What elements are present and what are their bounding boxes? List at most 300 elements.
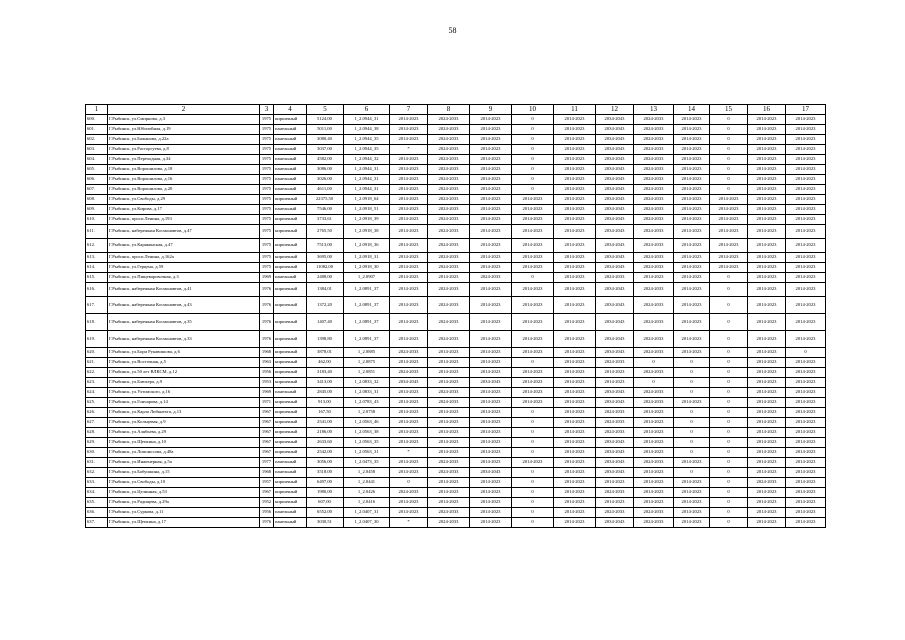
table-cell-col-1: 627. — [86, 418, 108, 428]
table-row — [86, 478, 826, 488]
table-row — [86, 378, 826, 388]
table-cell-col-1: 637. — [86, 518, 108, 528]
table-cell-col-6: 1_2.0458 — [344, 468, 390, 478]
table-cell-col-1: 603. — [86, 145, 108, 155]
table-cell-col-6: 1_2.0563_38 — [344, 428, 390, 438]
table-cell-col-10: 2014-2023 — [512, 253, 554, 263]
table-cell-col-11: 2014-2023 — [554, 468, 596, 478]
table-cell-col-8: 2014-2023 — [428, 273, 470, 283]
table-cell-col-3: 1963 — [260, 358, 274, 368]
table-cell-col-12: 2024-2033 — [596, 358, 634, 368]
table-cell-col-10: 0 — [512, 175, 554, 185]
table-row — [86, 518, 826, 528]
table-cell-col-9: 2014-2023 — [470, 253, 512, 263]
table-cell-col-1: 604. — [86, 155, 108, 165]
table-row — [86, 185, 826, 195]
table-cell-col-9: 2014-2023 — [470, 518, 512, 528]
table-cell-col-9: 2014-2023 — [470, 314, 512, 331]
table-cell-col-14: 2014-2023 — [674, 348, 710, 358]
table-cell-col-8: 2024-2033 — [428, 215, 470, 225]
table-cell-col-4: кирпичный — [274, 398, 307, 408]
table-cell-col-5: 5124,00 — [307, 115, 344, 125]
table-cell-col-13: 2024-2033 — [634, 518, 674, 528]
table-cell-col-11: 2014-2023 — [554, 448, 596, 458]
table-cell-col-5: 1980,00 — [307, 488, 344, 498]
table-cell-col-8: 2024-2033 — [428, 508, 470, 518]
table-row — [86, 398, 826, 408]
table-cell-col-10: 0 — [512, 145, 554, 155]
table-cell-col-2: Г.Рыбинск, ул.Юбилейная, д.19 — [108, 125, 260, 135]
table-cell-col-17: 2014-2023 — [786, 498, 826, 508]
table-cell-col-3: 1952 — [260, 498, 274, 508]
table-cell-col-2: Г.Рыбинск, ул.Радищева, д.29а — [108, 498, 260, 508]
table-cell-col-6: 1_2.0891_37 — [344, 283, 390, 297]
table-cell-col-8: 2024-2033 — [428, 155, 470, 165]
table-cell-col-4: кирпичный — [274, 263, 307, 273]
table-row — [86, 239, 826, 253]
table-cell-col-5: 3413,00 — [307, 378, 344, 388]
table-cell-col-11: 2014-2023 — [554, 348, 596, 358]
table-cell-col-14: 2014-2023 — [674, 215, 710, 225]
table-cell-col-15: 0 — [710, 125, 748, 135]
table-cell-col-14: 2014-2023 — [674, 508, 710, 518]
table-cell-col-12: 2014-2023 — [596, 498, 634, 508]
table-cell-col-9: 2014-2023 — [470, 348, 512, 358]
table-cell-col-7: 2024-2033 — [390, 348, 428, 358]
table-cell-col-16: 2024-2033 — [748, 478, 786, 488]
table-cell-col-3: 1968 — [260, 348, 274, 358]
table-cell-col-14: 2014-2023 — [674, 488, 710, 498]
table-cell-col-12: 2034-2043 — [596, 205, 634, 215]
table-cell-col-6: 1_2.0944_31 — [344, 115, 390, 125]
table-cell-col-6: 1_2.0918_64 — [344, 195, 390, 205]
table-cell-col-2: Г.Рыбинск, ул.Блюхера, д.9 — [108, 378, 260, 388]
table-cell-col-14: 2014-2023 — [674, 297, 710, 314]
table-cell-col-5: 1372,20 — [307, 297, 344, 314]
table-row — [86, 368, 826, 378]
table-cell-col-11: 2014-2023 — [554, 185, 596, 195]
table-cell-col-4: кирпичный — [274, 239, 307, 253]
table-cell-col-14: 2014-2023 — [674, 263, 710, 273]
table-cell-col-11: 2014-2023 — [554, 498, 596, 508]
table-cell-col-9: 2014-2023 — [470, 488, 512, 498]
table-cell-col-11: 2014-2023 — [554, 239, 596, 253]
table-cell-col-17: 2014-2023 — [786, 358, 826, 368]
table-cell-col-10: 0 — [512, 438, 554, 448]
table-cell-col-9: 2014-2023 — [470, 145, 512, 155]
table-cell-col-8: 2014-2023 — [428, 428, 470, 438]
table-cell-col-12: 2034-2043 — [596, 145, 634, 155]
table-cell-col-16: 2014-2023 — [748, 498, 786, 508]
column-header-7: 7 — [390, 105, 428, 115]
table-cell-col-11: 2014-2023 — [554, 115, 596, 125]
table-cell-col-17: 0 — [786, 348, 826, 358]
table-cell-col-5: 6552,00 — [307, 508, 344, 518]
table-cell-col-2: Г.Рыбинск, ул.Свободы, д.29 — [108, 195, 260, 205]
table-cell-col-15: 0 — [710, 145, 748, 155]
table-cell-col-6: 1_2.0758 — [344, 408, 390, 418]
table-cell-col-9: 2014-2023 — [470, 418, 512, 428]
table-row — [86, 297, 826, 314]
table-cell-col-3: 1968 — [260, 468, 274, 478]
table-cell-col-5: 3056,00 — [307, 458, 344, 468]
table-cell-col-6: 1_2.0918_36 — [344, 239, 390, 253]
table-cell-col-14: 0 — [674, 388, 710, 398]
table-cell-col-7: 2014-2023 — [390, 438, 428, 448]
table-cell-col-4: кирпичный — [274, 448, 307, 458]
table-cell-col-7: 2014-2023 — [390, 205, 428, 215]
table-cell-col-17: 2014-2023 — [786, 368, 826, 378]
table-cell-col-1: 612. — [86, 239, 108, 253]
table-cell-col-4: кирпичный — [274, 498, 307, 508]
table-cell-col-10: 0 — [512, 428, 554, 438]
table-cell-col-13: 2024-2033 — [634, 283, 674, 297]
table-cell-col-11: 2014-2023 — [554, 428, 596, 438]
table-row — [86, 498, 826, 508]
table-cell-col-13: 2024-2033 — [634, 175, 674, 185]
table-cell-col-2: Г.Рыбинск, ул.Гончарова, д.14 — [108, 398, 260, 408]
table-cell-col-4: панельный — [274, 508, 307, 518]
table-cell-col-14: 0 — [674, 358, 710, 368]
table-cell-col-5: 2765,50 — [307, 225, 344, 239]
table-cell-col-16: 2014-2023 — [748, 378, 786, 388]
table-cell-col-15: 0 — [710, 115, 748, 125]
table-cell-col-5: 3183,40 — [307, 368, 344, 378]
table-cell-col-17: 2014-2023 — [786, 135, 826, 145]
table-cell-col-1: 621. — [86, 358, 108, 368]
table-cell-col-15: 0 — [710, 428, 748, 438]
table-cell-col-7: 2024-2033 — [390, 368, 428, 378]
table-cell-col-7: 2014-2023 — [390, 115, 428, 125]
table-cell-col-10: 0 — [512, 498, 554, 508]
table-cell-col-11: 2014-2023 — [554, 205, 596, 215]
table-cell-col-16: 2014-2023 — [748, 418, 786, 428]
table-cell-col-17: 2014-2023 — [786, 175, 826, 185]
table-cell-col-10: 0 — [512, 468, 554, 478]
table-cell-col-17: 2014-2023 — [786, 508, 826, 518]
table-cell-col-13: 2014-2023 — [634, 428, 674, 438]
table-cell-col-13: 2024-2033 — [634, 368, 674, 378]
table-cell-col-17: 2014-2023 — [786, 273, 826, 283]
table-cell-col-12: 2034-2043 — [596, 115, 634, 125]
table-cell-col-16: 2014-2023 — [748, 368, 786, 378]
table-cell-col-4: кирпичный — [274, 438, 307, 448]
table-cell-col-9: 2014-2023 — [470, 458, 512, 468]
table-row — [86, 135, 826, 145]
table-cell-col-17: 2014-2023 — [786, 165, 826, 175]
table-cell-col-16: 2014-2023 — [748, 458, 786, 468]
table-cell-col-11: 2014-2023 — [554, 155, 596, 165]
table-cell-col-12: 2024-2033 — [596, 418, 634, 428]
table-cell-col-6: 1_2.0783_43 — [344, 398, 390, 408]
table-cell-col-10: 0 — [512, 165, 554, 175]
table-cell-col-2: Г.Рыбинск, ул.50 лет ВЛКСМ, д.12 — [108, 368, 260, 378]
table-cell-col-17: 2014-2023 — [786, 478, 826, 488]
table-cell-col-15: 0 — [710, 438, 748, 448]
table-cell-col-16: 2014-2023 — [748, 175, 786, 185]
table-cell-col-3: 1967 — [260, 418, 274, 428]
table-cell-col-15: 0 — [710, 358, 748, 368]
table-cell-col-3: 1975 — [260, 155, 274, 165]
table-cell-col-17: 2014-2023 — [786, 145, 826, 155]
table-cell-col-11: 2014-2023 — [554, 145, 596, 155]
table-cell-col-1: 622. — [86, 368, 108, 378]
table-row — [86, 263, 826, 273]
table-cell-col-12: 2034-2043 — [596, 155, 634, 165]
table-cell-col-9: 2014-2023 — [470, 297, 512, 314]
table-cell-col-13: 2024-2033 — [634, 205, 674, 215]
table-cell-col-14: 2014-2023 — [674, 195, 710, 205]
table-cell-col-12: 2034-2043 — [596, 185, 634, 195]
table-cell-col-10: 0 — [512, 115, 554, 125]
table-cell-col-4: кирпичный — [274, 314, 307, 331]
table-cell-col-14: 2014-2023 — [674, 225, 710, 239]
table-row — [86, 215, 826, 225]
table-cell-col-9: 2014-2023 — [470, 205, 512, 215]
table-cell-col-7: 2014-2023 — [390, 263, 428, 273]
table-cell-col-2: Г.Рыбинск, ул.Расторгуева, д.8 — [108, 145, 260, 155]
table-cell-col-13: 2014-2023 — [634, 408, 674, 418]
table-cell-col-15: 2014-2023 — [710, 239, 748, 253]
table-cell-col-6: 1_2.0441 — [344, 478, 390, 488]
table-cell-col-8: 2024-2033 — [428, 195, 470, 205]
table-cell-col-15: 0 — [710, 165, 748, 175]
table-cell-col-6: 1_2.0891_37 — [344, 331, 390, 348]
table-cell-col-3: 1976 — [260, 283, 274, 297]
table-cell-col-10: 2014-2023 — [512, 239, 554, 253]
table-cell-col-6: 1_2.0918_39 — [344, 215, 390, 225]
table-cell-col-10: 0 — [512, 185, 554, 195]
table-cell-col-16: 2014-2023 — [748, 408, 786, 418]
table-cell-col-5: 5011,00 — [307, 125, 344, 135]
table-cell-col-5: 2633,60 — [307, 438, 344, 448]
table-cell-col-3: 1975 — [260, 205, 274, 215]
table-cell-col-3: 1975 — [260, 225, 274, 239]
table-cell-col-3: 1967 — [260, 408, 274, 418]
table-cell-col-4: панельный — [274, 135, 307, 145]
table-cell-col-1: 616. — [86, 283, 108, 297]
table-cell-col-7: 2014-2023 — [390, 165, 428, 175]
table-cell-col-8: 2024-2033 — [428, 165, 470, 175]
table-row — [86, 155, 826, 165]
table-row — [86, 331, 826, 348]
table-cell-col-15: 0 — [710, 398, 748, 408]
table-cell-col-12: 2034-2043 — [596, 135, 634, 145]
table-cell-col-15: 2014-2023 — [710, 215, 748, 225]
table-cell-col-10: 0 — [512, 448, 554, 458]
table-cell-col-2: Г.Рыбинск, ул.Свободы, д.10 — [108, 478, 260, 488]
table-cell-col-16: 2014-2023 — [748, 508, 786, 518]
table-cell-col-8: 2024-2033 — [428, 175, 470, 185]
table-cell-col-8: 2014-2023 — [428, 408, 470, 418]
table-cell-col-11: 2014-2023 — [554, 458, 596, 468]
table-cell-col-4: панельный — [274, 458, 307, 468]
table-cell-col-8: 2024-2033 — [428, 225, 470, 239]
table-cell-col-2: Г.Рыбинск, ул.Ухтомского, д.16 — [108, 388, 260, 398]
table-cell-col-1: 632. — [86, 468, 108, 478]
table-cell-col-5: 3080,40 — [307, 135, 344, 145]
table-cell-col-13: 0 — [634, 378, 674, 388]
table-cell-col-17: 2014-2023 — [786, 155, 826, 165]
table-cell-col-11: 2014-2023 — [554, 518, 596, 528]
table-cell-col-10: 2014-2023 — [512, 283, 554, 297]
table-cell-col-6: 1_2.0833_32 — [344, 378, 390, 388]
table-cell-col-10: 0 — [512, 155, 554, 165]
table-cell-col-1: 625. — [86, 398, 108, 408]
table-cell-col-11: 2014-2023 — [554, 478, 596, 488]
table-cell-col-15: 0 — [710, 418, 748, 428]
table-cell-col-1: 614. — [86, 263, 108, 273]
table-cell-col-9: 2024-2033 — [470, 273, 512, 283]
table-cell-col-10: 0 — [512, 488, 554, 498]
table-cell-col-4: панельный — [274, 155, 307, 165]
table-cell-col-13: 2024-2033 — [634, 125, 674, 135]
table-cell-col-13: 2024-2033 — [634, 314, 674, 331]
table-cell-col-13: 2014-2023 — [634, 488, 674, 498]
table-cell-col-12: 2034-2043 — [596, 331, 634, 348]
table-cell-col-2: Г.Рыбинск, ул.Бабушкина, д.15 — [108, 468, 260, 478]
table-cell-col-12: 2034-2043 — [596, 283, 634, 297]
header-row — [86, 105, 826, 115]
table-cell-col-16: 2014-2023 — [748, 273, 786, 283]
table-cell-col-7: 2014-2023 — [390, 508, 428, 518]
table-cell-col-1: 600. — [86, 115, 108, 125]
table-cell-col-10: 2014-2023 — [512, 378, 554, 388]
table-cell-col-10: 0 — [512, 358, 554, 368]
table-cell-col-8: 2024-2033 — [428, 468, 470, 478]
table-cell-col-5: 3878,01 — [307, 348, 344, 358]
table-cell-col-14: 2014-2023 — [674, 135, 710, 145]
table-cell-col-17: 2014-2023 — [786, 263, 826, 273]
table-cell-col-1: 611. — [86, 225, 108, 239]
table-cell-col-10: 2014-2023 — [512, 263, 554, 273]
table-cell-col-6: 1_2.0833_31 — [344, 388, 390, 398]
table-cell-col-14: 2014-2023 — [674, 331, 710, 348]
table-cell-col-15: 0 — [710, 273, 748, 283]
table-cell-col-9: 2014-2023 — [470, 239, 512, 253]
table-cell-col-3: 1956 — [260, 508, 274, 518]
table-row — [86, 115, 826, 125]
table-cell-col-16: 2014-2023 — [748, 205, 786, 215]
table-cell-col-16: 2014-2023 — [748, 155, 786, 165]
table-cell-col-13: 2014-2023 — [634, 273, 674, 283]
table-cell-col-4: кирпичный — [274, 358, 307, 368]
table-cell-col-3: 1975 — [260, 253, 274, 263]
table-cell-col-4: кирпичный — [274, 348, 307, 358]
table-cell-col-7: 2014-2023 — [390, 358, 428, 368]
table-cell-col-8: 2014-2023 — [428, 438, 470, 448]
table-cell-col-14: 2014-2023 — [674, 125, 710, 135]
table-cell-col-16: 2014-2023 — [748, 115, 786, 125]
table-cell-col-8: 2024-2033 — [428, 125, 470, 135]
table-cell-col-15: 0 — [710, 478, 748, 488]
table-cell-col-4: панельный — [274, 125, 307, 135]
table-row — [86, 125, 826, 135]
table-cell-col-6: 1_2.0851 — [344, 368, 390, 378]
table-cell-col-15: 0 — [710, 368, 748, 378]
table-cell-col-3: 1976 — [260, 518, 274, 528]
table-cell-col-13: 2024-2033 — [634, 135, 674, 145]
table-cell-col-13: 2024-2033 — [634, 331, 674, 348]
table-cell-col-7: 2014-2023 — [390, 408, 428, 418]
table-cell-col-2: Г.Рыбинск, ул.Суркова, д.11 — [108, 508, 260, 518]
table-cell-col-9: 2014-2023 — [470, 155, 512, 165]
table-cell-col-7: 2014-2023 — [390, 185, 428, 195]
table-cell-col-15: 2014-2023 — [710, 205, 748, 215]
table-cell-col-1: 618. — [86, 314, 108, 331]
table-cell-col-15: 0 — [710, 175, 748, 185]
table-cell-col-6: 1_2.0473_35 — [344, 458, 390, 468]
table-row — [86, 314, 826, 331]
table-cell-col-9: 2014-2023 — [470, 263, 512, 273]
table-cell-col-12: 2034-2043 — [596, 195, 634, 205]
table-cell-col-7: * — [390, 145, 428, 155]
table-cell-col-13: 2024-2033 — [634, 297, 674, 314]
table-cell-col-7: 2014-2023 — [390, 253, 428, 263]
table-cell-col-13: 2024-2033 — [634, 348, 674, 358]
table-cell-col-8: 2024-2033 — [428, 314, 470, 331]
table-cell-col-6: 1_2.0944_31 — [344, 175, 390, 185]
table-cell-col-11: 2014-2023 — [554, 378, 596, 388]
table-cell-col-1: 633. — [86, 478, 108, 488]
table-cell-col-17: 2014-2023 — [786, 239, 826, 253]
table-cell-col-10: 2014-2023 — [512, 205, 554, 215]
table-cell-col-12: 2034-2043 — [596, 438, 634, 448]
table-cell-col-13: 2024-2033 — [634, 398, 674, 408]
table-cell-col-3: 1976 — [260, 314, 274, 331]
table-cell-col-5: 22375,50 — [307, 195, 344, 205]
table-cell-col-5: 11082,00 — [307, 263, 344, 273]
table-cell-col-4: кирпичный — [274, 368, 307, 378]
table-cell-col-7: 2014-2023 — [390, 331, 428, 348]
table-cell-col-14: 2014-2023 — [674, 145, 710, 155]
table-cell-col-10: 2014-2023 — [512, 314, 554, 331]
table-cell-col-17: 2014-2023 — [786, 408, 826, 418]
table-row — [86, 145, 826, 155]
table-row — [86, 488, 826, 498]
table-cell-col-1: 626. — [86, 408, 108, 418]
table-cell-col-3: 1975 — [260, 239, 274, 253]
table-cell-col-10: 0 — [512, 508, 554, 518]
column-header-9: 9 — [470, 105, 512, 115]
table-cell-col-17: 2014-2023 — [786, 388, 826, 398]
table-cell-col-3: 1967 — [260, 488, 274, 498]
table-cell-col-10: 2014-2023 — [512, 348, 554, 358]
table-cell-col-1: 636. — [86, 508, 108, 518]
table-cell-col-12: 2034-2043 — [596, 263, 634, 273]
table-cell-col-15: 0 — [710, 155, 748, 165]
table-cell-col-8: 2014-2023 — [428, 368, 470, 378]
table-cell-col-12: 2034-2043 — [596, 297, 634, 314]
table-cell-col-14: 2014-2023 — [674, 205, 710, 215]
table-cell-col-11: 2014-2023 — [554, 314, 596, 331]
table-cell-col-10: 0 — [512, 418, 554, 428]
table-cell-col-7: 2014-2023 — [390, 175, 428, 185]
table-cell-col-5: 2845,00 — [307, 388, 344, 398]
table-cell-col-8: 2024-2033 — [428, 115, 470, 125]
table-cell-col-4: кирпичный — [274, 478, 307, 488]
table-cell-col-8: 2014-2023 — [428, 348, 470, 358]
table-cell-col-5: 3086,00 — [307, 165, 344, 175]
table-cell-col-3: 1977 — [260, 458, 274, 468]
table-cell-col-14: 2014-2023 — [674, 498, 710, 508]
table-cell-col-11: 2014-2023 — [554, 398, 596, 408]
table-cell-col-17: 2014-2023 — [786, 115, 826, 125]
table-cell-col-3: 1967 — [260, 438, 274, 448]
table-cell-col-8: 2014-2023 — [428, 448, 470, 458]
table-cell-col-1: 635. — [86, 498, 108, 508]
table-cell-col-2: Г.Рыбинск, ул.Смирнова, д.3 — [108, 115, 260, 125]
